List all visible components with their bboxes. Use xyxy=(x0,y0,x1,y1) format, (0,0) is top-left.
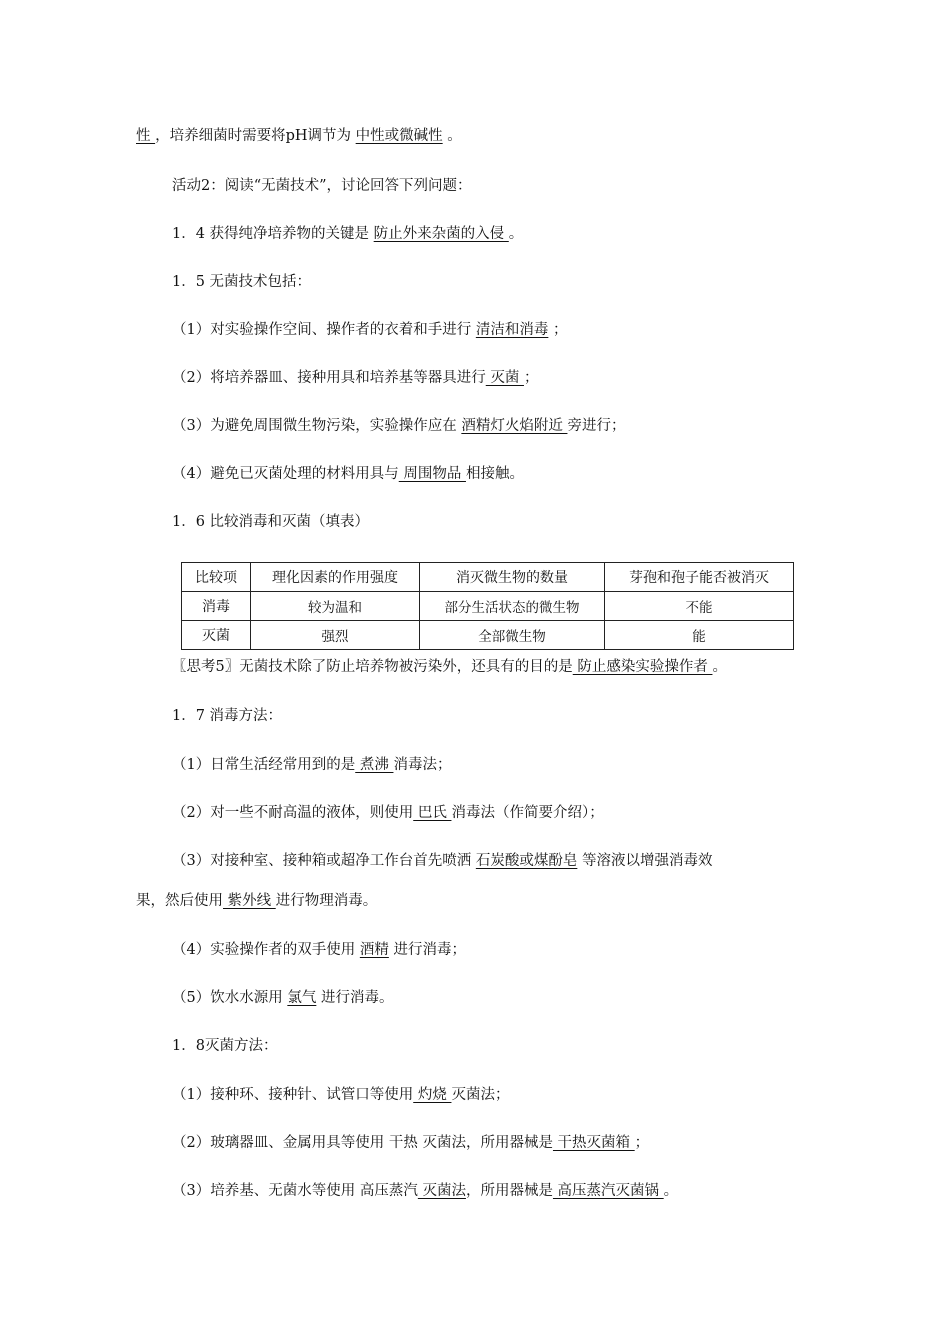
answer-blank: 高压蒸汽灭菌锅 xyxy=(552,1183,664,1199)
answer-blank: 清洁和消毒 xyxy=(475,322,549,338)
answer-blank: 酒精 xyxy=(359,942,389,958)
text: （2）对一些不耐高温的液体，则使用 xyxy=(172,805,414,821)
text: （2）将培养器皿、接种用具和培养基等器具进行 xyxy=(172,370,486,386)
text: 消毒法； xyxy=(393,757,452,773)
sterilize-2 xyxy=(172,1133,649,1153)
item-1-4 xyxy=(172,224,523,244)
answer-blank: 紫外线 xyxy=(223,893,276,909)
text: 。 xyxy=(712,659,727,675)
table-cell: 全部微生物 xyxy=(420,621,605,650)
comparison-table xyxy=(181,562,794,650)
text: （1）对实验操作空间、操作者的衣着和手进行 xyxy=(172,322,476,338)
answer-blank: 灼烧 xyxy=(413,1087,452,1103)
text: 进行消毒； xyxy=(388,942,466,958)
text: （4）避免已灭菌处理的材料用具与 xyxy=(172,466,399,482)
table-header-row xyxy=(182,563,794,592)
answer-blank: 巴氏 xyxy=(413,805,452,821)
table-header-cell: 消灭微生物的数量 xyxy=(420,563,605,592)
disinfect-3 xyxy=(172,851,712,871)
text: （3）对接种室、接种箱或超净工作台首先喷洒 xyxy=(172,853,476,869)
table-cell: 较为温和 xyxy=(251,592,420,621)
text: 相接触。 xyxy=(465,466,524,482)
text: （4）实验操作者的双手使用 xyxy=(172,942,360,958)
text: 灭菌法； xyxy=(451,1087,510,1103)
text: 。 xyxy=(442,128,462,144)
answer-blank: 防止感染实验操作者 xyxy=(572,659,713,675)
answer-blank: 氯气 xyxy=(287,990,317,1006)
answer-blank: 酒精灯火焰附近 xyxy=(461,418,568,434)
answer-blank: 干热灭菌箱 xyxy=(552,1135,635,1151)
text: 进行消毒。 xyxy=(316,990,394,1006)
text: 1．8灭菌方法： xyxy=(172,1038,278,1054)
sub-item-1 xyxy=(172,320,567,340)
text: 进行物理消毒。 xyxy=(275,893,378,909)
activity-heading xyxy=(172,176,472,196)
disinfect-4 xyxy=(172,940,466,960)
text: （1）日常生活经常用到的是 xyxy=(172,757,356,773)
text: （2）玻璃器皿、金属用具等使用 干热 灭菌法，所用器械是 xyxy=(172,1135,553,1151)
item-1-8 xyxy=(172,1036,277,1056)
text: ； xyxy=(548,322,568,338)
answer-blank: 中性或微碱性 xyxy=(355,128,443,144)
sub-item-3 xyxy=(172,416,625,436)
answer-blank: 周围物品 xyxy=(398,466,466,482)
text: ，培养细菌时需要将pH调节为 xyxy=(155,128,356,144)
table-row xyxy=(182,621,794,650)
disinfect-3-cont xyxy=(136,891,377,911)
text: 1．6 比较消毒和灭菌（填表） xyxy=(172,514,370,530)
table-row xyxy=(182,592,794,621)
text: ； xyxy=(523,370,539,386)
text: 1．4 获得纯净培养物的关键是 xyxy=(172,226,374,242)
table-cell: 消毒 xyxy=(182,592,251,621)
table-cell: 能 xyxy=(605,621,794,650)
text: 旁进行； xyxy=(567,418,626,434)
text: 等溶液以增强消毒效 xyxy=(577,853,713,869)
table-header-cell: 理化因素的作用强度 xyxy=(251,563,420,592)
answer-blank: 灭菌法 xyxy=(417,1183,466,1199)
answer-blank: 石炭酸或煤酚皂 xyxy=(475,853,578,869)
text: （5）饮水水源用 xyxy=(172,990,288,1006)
disinfect-5 xyxy=(172,988,393,1008)
answer-blank: 煮沸 xyxy=(355,757,394,773)
text: 。 xyxy=(663,1183,679,1199)
item-1-6 xyxy=(172,512,369,532)
sterilize-1 xyxy=(172,1085,509,1105)
text: 活动2：阅读“无菌技术”，讨论回答下列问题： xyxy=(172,178,472,194)
text: ； xyxy=(634,1135,650,1151)
item-1-5 xyxy=(172,272,311,292)
paragraph-ph-line xyxy=(136,126,462,146)
answer-blank: 防止外来杂菌的入侵 xyxy=(373,226,509,242)
text: ，所用器械是 xyxy=(465,1183,553,1199)
text: 〖思考5〗无菌技术除了防止培养物被污染外，还具有的目的是 xyxy=(172,659,573,675)
text: 果，然后使用 xyxy=(136,893,223,909)
sterilize-3 xyxy=(172,1181,678,1201)
text: 1．7 消毒方法： xyxy=(172,708,283,724)
disinfect-2 xyxy=(172,803,604,823)
item-1-7 xyxy=(172,706,282,726)
table-cell: 不能 xyxy=(605,592,794,621)
text: （1）接种环、接种针、试管口等使用 xyxy=(172,1087,414,1103)
answer-blank: 性 xyxy=(136,128,156,144)
table-header-cell: 比较项 xyxy=(182,563,251,592)
text: 1．5 无菌技术包括： xyxy=(172,274,312,290)
disinfect-1 xyxy=(172,755,451,775)
table-cell: 灭菌 xyxy=(182,621,251,650)
table-header-cell: 芽孢和孢子能否被消灭 xyxy=(605,563,794,592)
sub-item-2 xyxy=(172,368,538,388)
answer-blank: 灭菌 xyxy=(485,370,524,386)
sub-item-4 xyxy=(172,464,524,484)
think-5 xyxy=(172,657,727,677)
table-cell: 强烈 xyxy=(251,621,420,650)
table-cell: 部分生活状态的微生物 xyxy=(420,592,605,621)
text: 。 xyxy=(508,226,524,242)
text: （3）为避免周围微生物污染，实验操作应在 xyxy=(172,418,462,434)
text: （3）培养基、无菌水等使用 高压蒸汽 xyxy=(172,1183,418,1199)
text: 消毒法（作简要介绍）； xyxy=(451,805,604,821)
